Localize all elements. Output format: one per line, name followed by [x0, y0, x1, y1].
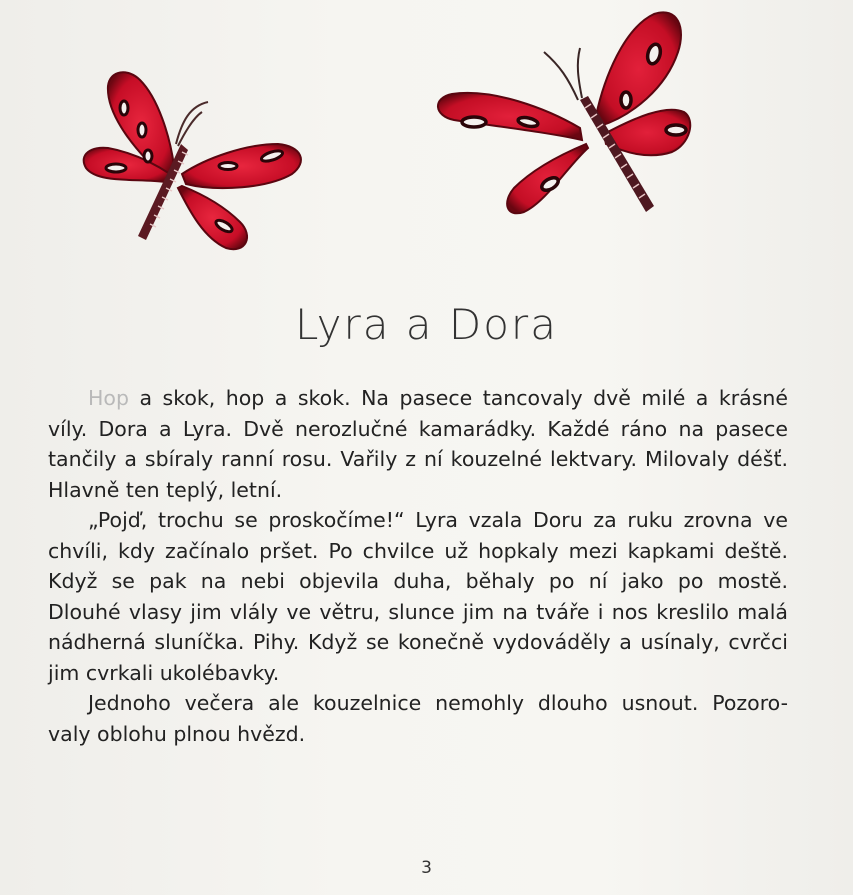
- page-number: 3: [421, 858, 432, 878]
- story-body: [48, 383, 788, 749]
- butterfly-left-illustration: [78, 66, 310, 252]
- text-line: nádherná sluníčka. Pihy. Když se konečně vydováděly a usínaly, cvrčci: [48, 630, 788, 654]
- butterfly-right-illustration: [428, 8, 696, 220]
- text-line: Hop a skok, hop a skok. Na pasece tancovaly dvě milé a krásné: [88, 386, 788, 410]
- text-line: Když se pak na nebi objevila duha, běhaly po ní jako po mostě.: [48, 569, 788, 593]
- text-line: tančily a sbíraly ranní rosu. Vařily z ní kouzelné lektvary. Milovaly déšť.: [48, 447, 788, 471]
- text-line: Dlouhé vlasy jim vlály ve větru, slunce jim na tváře i nos kreslilo malá: [48, 599, 788, 624]
- text-line: „Pojď, trochu se proskočíme!“ Lyra vzala Doru za ruku zrovna ve: [88, 508, 788, 532]
- first-word: Hop: [88, 386, 129, 410]
- text-line: chvíli, kdy začínalo pršet. Po chvilce už hopkaly mezi kapkami deště.: [48, 538, 788, 563]
- text-line: Jednoho večera ale kouzelnice nemohly dlouho usnout. Pozoro-: [88, 691, 788, 715]
- text-line: jim cvrkali ukolébavky.: [48, 660, 280, 685]
- text-line: valy oblohu plnou hvězd.: [48, 721, 306, 746]
- text-line: Hlavně ten teplý, letní.: [48, 477, 283, 502]
- story-title: Lyra a Dora: [295, 300, 558, 349]
- text-line: víly. Dora a Lyra. Dvě nerozlučné kamarádky. Každé ráno na pasece: [48, 416, 788, 441]
